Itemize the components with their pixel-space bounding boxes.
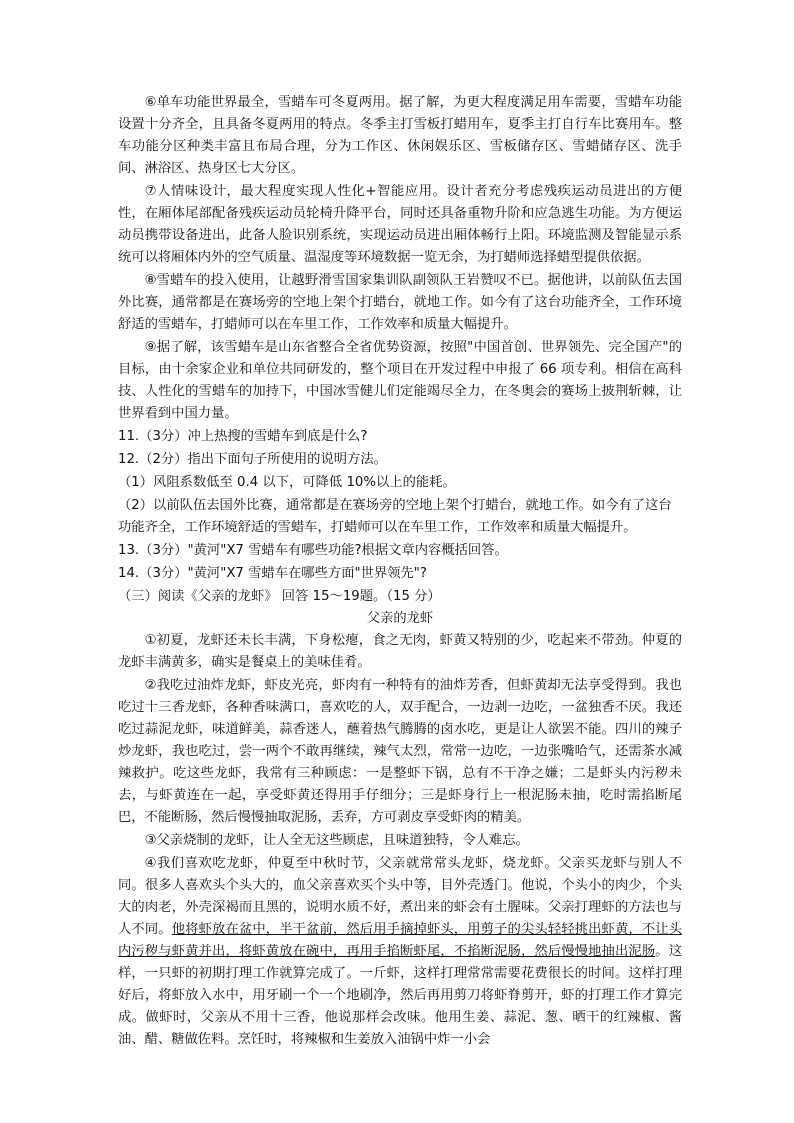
story-paragraph-4-rest: 。这样，一只虾的初期打理工作就算完成了。一斤虾，这样打理常常需要花费很长的时间。这样打理好后，将虾放入水中，用牙刷一个一个地刷净，然后再用剪刀将虾脊剪开，虾的打理工作才算完成。做虾时，父亲从不用十三香，他说那样会改味。他用生姜、蒜泥、葱、晒干的红辣椒、酱油、醋、糖做佐料。烹饪时，将辣椒和生姜放入油锅中炸一小会 (118, 944, 683, 1047)
story-paragraph-1: ①初夏，龙虾还未长丰满，下身松瘪，食之无肉，虾黄又特别的少，吃起来不带劲。仲夏的龙虾丰满黄多，确实是餐桌上的美味佳肴。 (118, 633, 682, 670)
document-page (118, 92, 682, 1052)
question-11: 11.（3分）冲上热搜的雪蜡车到底是什么? (118, 429, 368, 444)
question-13: 13.（3分）"黄河"X7 雪蜡车有哪些功能?根据文章内容概括回答。 (118, 543, 508, 558)
question-14: 14.（3分）"黄河"X7 雪蜡车在哪些方面"世界领先"? (118, 566, 427, 581)
story-paragraph-4-text: ④我们喜欢吃龙虾，仲夏至中秋时节，父亲就常常头龙虾，烧龙虾。父亲买龙虾与别人不同。很多人喜欢头个头大的，血父亲喜欢买个头中等，目外壳透门。他说，个头小的肉少，个头大的肉老，外壳深褐而且黑的，说明水质不好，煮出来的虾会有土腥味。父亲打理虾的方法也与人不同。 (118, 856, 682, 937)
story-title: 父亲的龙虾 (366, 611, 434, 626)
story-paragraph-4 (118, 853, 682, 1051)
story-paragraph-2: ②我吃过油炸龙虾，虾皮光亮，虾肉有一种特有的油炸芳香，但虾黄却无法享受得到。我也吃过十三香龙虾，各种香味满口，喜欢吃的人，双手配合，一边剥一边吃，一盆独香不厌。我还吃过蒜泥龙虾，味道鲜美，蒜香迷人，蘸着热气腾腾的卤水吃，更是让人欲罢不能。四川的辣子炒龙虾，我也吃过，尝一两个不敢再继续，辣气太烈，常常一边吃，一边张嘴哈气，还需茶水减辣救护。吃这些龙虾，我常有三种顾虑：一是整虾下锅，总有不干净之嫌；二是虾头内污秽未去，与虾黄连在一起，享受虾黄还得用手仔细分；三是虾身行上一根泥肠未抽，吃时需掐断尾巴，不能断肠，然后慢慢抽取泥肠，丢弃，方可剥皮享受虾肉的精美。 (118, 678, 682, 825)
question-12-item-1: （1）风阻系数低至 0.4 以下，可降低 10%以上的能耗。 (118, 475, 456, 490)
paragraph-6: ⑥单车功能世界最全，雪蜡车可冬夏两用。据了解，为更大程度满足用车需要，雪蜡车功能设置十分齐全，且具备冬夏两用的特点。冬季主打雪板打蜡用车，夏季主打自行车比赛用车。整车功能分区种类丰富且布局合理，分为工作区、休闲娱乐区、雪板储存区、雪蜡储存区、洗手间、淋浴区、热身区七大分区。 (118, 95, 682, 176)
paragraph-8: ⑧雪蜡车的投入使用，让越野滑雪国家集训队副领队王岩赞叹不已。据他讲，以前队伍去国外比赛，通常都是在赛场旁的空地上架个打蜡台，就地工作。如今有了这台功能齐全，工作环境舒适的雪蜡车，打蜡师可以在车里工作，工作效率和质量大幅提升。 (118, 273, 682, 332)
story-paragraph-3: ③父亲烧制的龙虾，让人全无这些顾虑，且味道独特，令人难忘。 (144, 833, 529, 848)
paragraph-7: ⑦人情味设计，最大程度实现人性化+智能应用。设计者充分考虑残疾运动员进出的方便性，在厢体尾部配备残疾运动员轮椅升降平台，同时还具备重物升阶和应急逃生功能。为方便运动员携带设备进出，此备人脸识别系统，实现运动员进出厢体畅行上阳。环境监测及智能显示系统可以将厢体内外的空气质量、温湿度等环境数据一览无余，为打蜡师选择蜡型提供依据。 (118, 184, 682, 265)
paragraph-9: ⑨据了解，该雪蜡车是山东省整合全省优势资源，按照"中国首创、世界领先、完全国产"的目标，由十余家企业和单位共同研发的，整个项目在开发过程中申报了 66 项专利。相信在高科技、人性化的雪蜡车的加持下，中国冰雪健儿们定能竭尽全力，在冬奥会的赛场上披荆斩棘，让世界看到中国力量。 (118, 340, 682, 421)
underlined-sentence: 他将虾放在盆中，半干盆前，然后用手摘掉虾头，用剪子的尖头轻轻挑出虾黄，不让头内污秽与虾黄并出，将虾黄放在碗中，再用手掐断虾尾，不掐断泥肠，然后慢慢地抽出泥肠 (118, 922, 683, 959)
question-12-item-2: （2）以前队伍去国外比赛，通常都是在赛场旁的空地上架个打蜡台，就地工作。如今有了这台功能齐全，工作环境舒适的雪蜡车，打蜡师可以在车里工作，工作效率和质量大幅提升。 (118, 498, 672, 535)
question-12: 12.（2分）指出下面句子所使用的说明方法。 (118, 452, 387, 467)
section-heading: （三）阅读《父亲的龙虾》 回答 15～19题。（15 分） (118, 589, 441, 604)
